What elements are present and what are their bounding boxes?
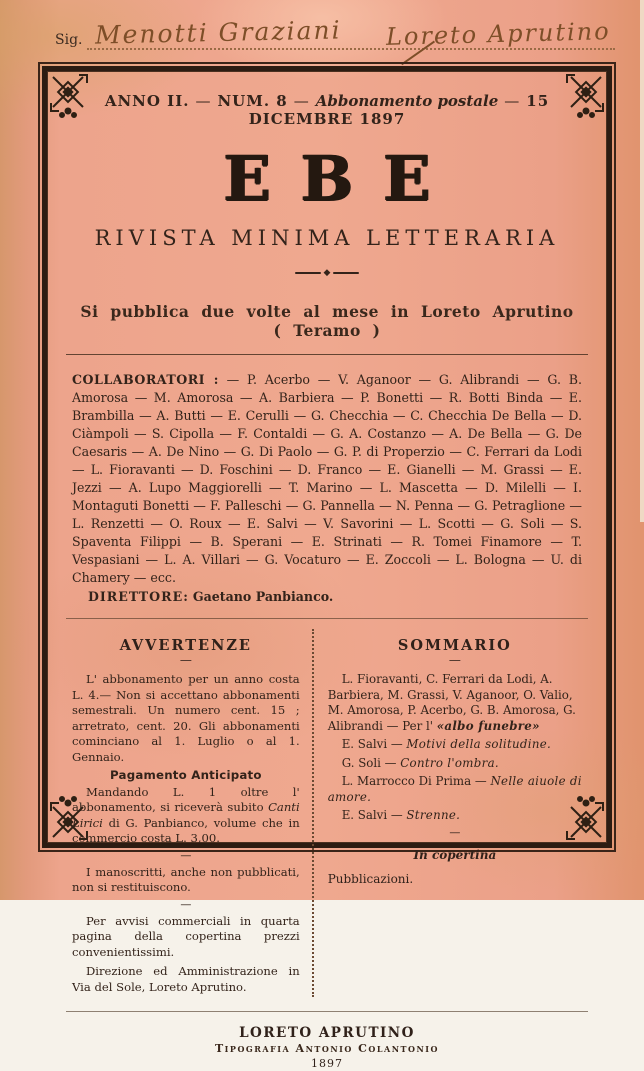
divider-bar — [295, 272, 321, 274]
frame-content — [54, 78, 600, 1070]
magazine-title: EBE — [223, 142, 461, 215]
horizontal-rule — [66, 618, 588, 619]
publication-frequency-line: Si pubblica due volte al mese in Loreto Aprutino ( Teramo ) — [80, 302, 574, 340]
diamond-icon: ◆ — [323, 267, 331, 278]
dash: — — [293, 92, 310, 110]
avvertenze-paragraph: Per avvisi commerciali in quarta pagina della copertina prezzi convenientissimi. — [72, 913, 300, 959]
two-column-section — [72, 629, 582, 997]
payment-heading: Pagamento Anticipato — [110, 768, 262, 782]
sig-label: Sig. — [55, 32, 83, 48]
avvertenze-paragraph: Direzione ed Amministrazione in Via del Sole, Loreto Aprutino. — [72, 964, 300, 994]
border-frame — [38, 62, 616, 1070]
masthead-date: 15 DICEMBRE 1897 — [248, 92, 550, 128]
director-name: Gaetano Panbianco. — [192, 589, 334, 604]
imprint-place: LORETO APRUTINO — [239, 1025, 415, 1041]
director-line — [72, 589, 582, 604]
sommario-entry: L. Marrocco Di Prima — Nelle aiuole di amore. — [327, 774, 582, 804]
sommario-entry: E. Salvi — Strenne. — [341, 808, 461, 822]
dash: — — [195, 92, 212, 110]
masthead-anno: ANNO II. — [104, 92, 190, 110]
handwritten-name: Menotti Graziani — [94, 15, 342, 50]
sommario-heading: SOMMARIO — [397, 637, 512, 654]
sommario-entry: G. Soli — Contro l'ombra. — [341, 755, 499, 770]
handwritten-place: Loreto Aprutino — [386, 17, 612, 51]
sommario-entry: E. Salvi — Motivi della solitudine. — [341, 737, 552, 751]
scan-edge — [640, 0, 644, 522]
collaborators-names: — P. Acerbo — V. Aganoor — G. Alibrandi — G. B. Amorosa — M. Amorosa — A. Barbiera — P. Bonetti — R. Botti Binda — E. Brambilla — A. Butti — E. Cerulli — G. Checchia — C. Checchia De Bella — D. Ciàmpoli — S. Cipolla — F. Contaldi — G. A. Costanzo — A. De Bella — G. De Caesaris — A. De Nino — G. Di Paolo — G. P. di Properzio — C. Ferrari da Lodi — L. Fioravanti — D. Foschini — D. Franco — E. Gianelli — M. Grassi — E. Jezzi — A. Lupo Maggiorelli — T. Marino — L. Mascetta — D. Milelli — I. Montaguti Bonetti — F. Palleschi — G. Pannella — N. Penna — G. Petraglione — L. Renzetti — O. Roux — E. Salvi — V. Savorini — L. Scotti — G. Soli — S. Spaventa Filippi — B. Sperani — E. Strinati — R. Tomei Finamore — T. Vespasiani — L. A. Villari — G. Vocaturo — E. Zoccoli — L. Bologna — U. di Chamery — ecc. — [72, 372, 582, 585]
director-label: DIRETTORE: — [88, 589, 189, 604]
collaborators-label: COLLABORATORI : — [72, 372, 219, 387]
masthead-num: NUM. 8 — [217, 92, 288, 110]
paragraph-dash: — — [180, 897, 192, 911]
avvertenze-heading: AVVERTENZE — [119, 637, 252, 654]
avvertenze-column — [72, 629, 312, 997]
magazine-subtitle: RIVISTA MINIMA LETTERARIA — [94, 226, 560, 250]
canti-lirici-italic: Canti Lirici — [72, 800, 300, 830]
horizontal-rule — [66, 354, 588, 355]
heading-dash: — — [448, 653, 461, 667]
heading-dash: — — [179, 653, 192, 667]
sommario-column — [312, 629, 582, 997]
imprint-block — [72, 1026, 582, 1071]
collaborators-paragraph — [72, 371, 582, 587]
border-frame-inner — [42, 66, 612, 1070]
masthead-abbonamento: Abbonamento postale — [315, 92, 499, 110]
dash: — — [504, 92, 521, 110]
in-copertina-label: In copertina — [413, 847, 497, 862]
handwriting-row — [55, 15, 615, 52]
masthead-line — [72, 92, 582, 128]
avvertenze-paragraph: L' abbonamento per un anno costa L. 4.— Non si accettano abbonamenti semestrali. Un numero cent. 15 ; arretrato, cent. 20. Gli abbonamenti cominciano al 1. Luglio o al 1. Gennaio. — [72, 672, 300, 764]
pubblicazioni-label: Pubblicazioni. — [327, 871, 414, 886]
paragraph-dash: — — [449, 825, 461, 839]
divider-bar — [333, 272, 359, 274]
sommario-entry: L. Fioravanti, C. Ferrari da Lodi, A. Barbiera, M. Grassi, V. Aganoor, O. Valio, M. Amorosa, P. Acerbo, G. B. Amorosa, G. Alibrandi — Per l' «albo funebre» — [327, 672, 576, 733]
ornament-divider — [72, 266, 582, 280]
horizontal-rule — [66, 1011, 588, 1012]
imprint-year: 1897 — [311, 1057, 343, 1070]
imprint-printer: Tipografia Antonio Colantonio — [215, 1042, 439, 1055]
avvertenze-paragraph: I manoscritti, anche non pubblicati, non si restituiscono. — [72, 864, 300, 894]
avvertenze-paragraph: Mandando L. 1 oltre l' abbonamento, si riceverà subito Canti Lirici di G. Panbianco, volume che in commercio costa L. 3,00. — [72, 784, 300, 845]
paragraph-dash: — — [180, 848, 192, 862]
